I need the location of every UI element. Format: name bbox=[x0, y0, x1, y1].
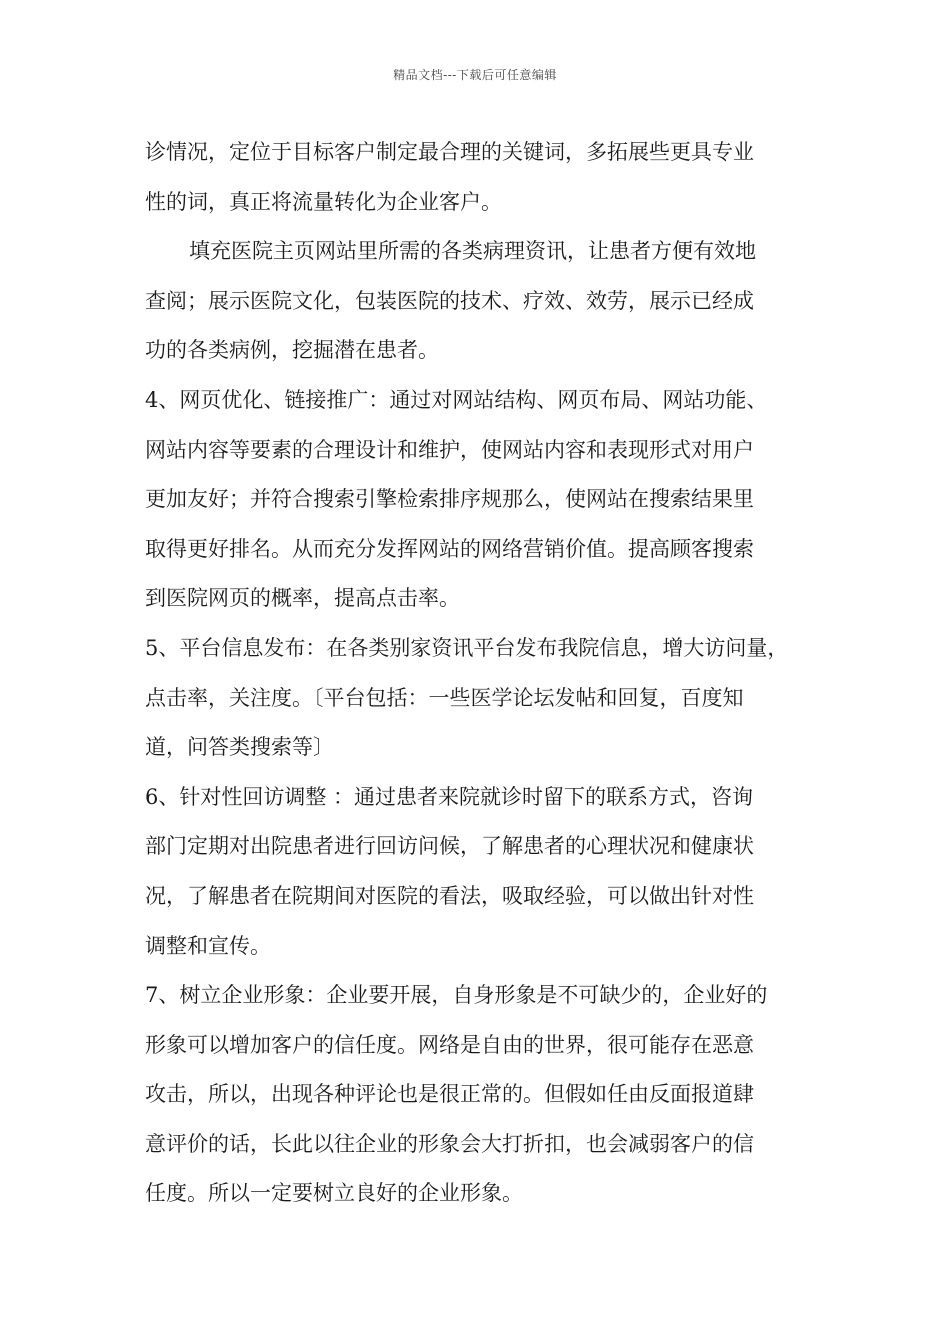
page-header: 精品文档---下载后可任意编辑 bbox=[393, 68, 557, 82]
text-line: 点击率，关注度。〔平台包括：一些医学论坛发帖和回复，百度知 bbox=[145, 685, 744, 710]
document-body bbox=[145, 128, 825, 1219]
text-line: 取得更好排名。从而充分发挥网站的网络营销价值。提高顾客搜索 bbox=[145, 536, 754, 561]
text-line: 部门定期对出院患者进行回访问候，了解患者的心理状况和健康状 bbox=[145, 834, 754, 859]
text-line: 形象可以增加客户的信任度。网络是自由的世界，很可能存在恶意 bbox=[145, 1032, 754, 1057]
text-line: 性的词，真正将流量转化为企业客户。 bbox=[145, 189, 502, 214]
text-line: 到医院网页的概率，提高点击率。 bbox=[145, 586, 460, 611]
text-line: 诊情况，定位于目标客户制定最合理的关键词，多拓展些更具专业 bbox=[145, 140, 754, 164]
section-7-heading-line: 7、树立企业形象：企业要开展，自身形象是不可缺少的，企业好的 bbox=[145, 983, 768, 1008]
text-line: 道，问答类搜索等〕 bbox=[145, 735, 334, 760]
text-line: 意评价的话，长此以往企业的形象会大打折扣，也会减弱客户的信 bbox=[145, 1131, 754, 1156]
text-line: 况，了解患者在院期间对医院的看法，吸取经验，可以做出针对性 bbox=[145, 883, 754, 908]
text-line: 任度。所以一定要树立良好的企业形象。 bbox=[145, 1181, 523, 1206]
text-line: 更加友好；并符合搜索引擎检索排序规那么，使网站在搜索结果里 bbox=[145, 487, 754, 512]
text-line: 网站内容等要素的合理设计和维护，使网站内容和表现形式对用户 bbox=[145, 437, 754, 462]
text-line: 调整和宣传。 bbox=[145, 933, 271, 958]
section-4-heading-line: 4、网页优化、链接推广：通过对网站结构、网页布局、网站功能、 bbox=[145, 387, 768, 412]
text-line: 功的各类病例，挖掘潜在患者。 bbox=[145, 338, 439, 363]
section-5-heading-line: 5、平台信息发布：在各类别家资讯平台发布我院信息，增大访问量， bbox=[145, 635, 789, 660]
text-line: 攻击，所以，出现各种评论也是很正常的。但假如任由反面报道肆 bbox=[145, 1082, 754, 1107]
paragraph-first-line: 填充医院主页网站里所需的各类病理资讯，让患者方便有效地 bbox=[189, 239, 756, 264]
section-6-heading-line: 6、针对性回访调整 ：通过患者来院就诊时留下的联系方式，咨询 bbox=[145, 784, 754, 809]
text-line: 查阅；展示医院文化，包装医院的技术、疗效、效劳，展示已经成 bbox=[145, 288, 754, 313]
